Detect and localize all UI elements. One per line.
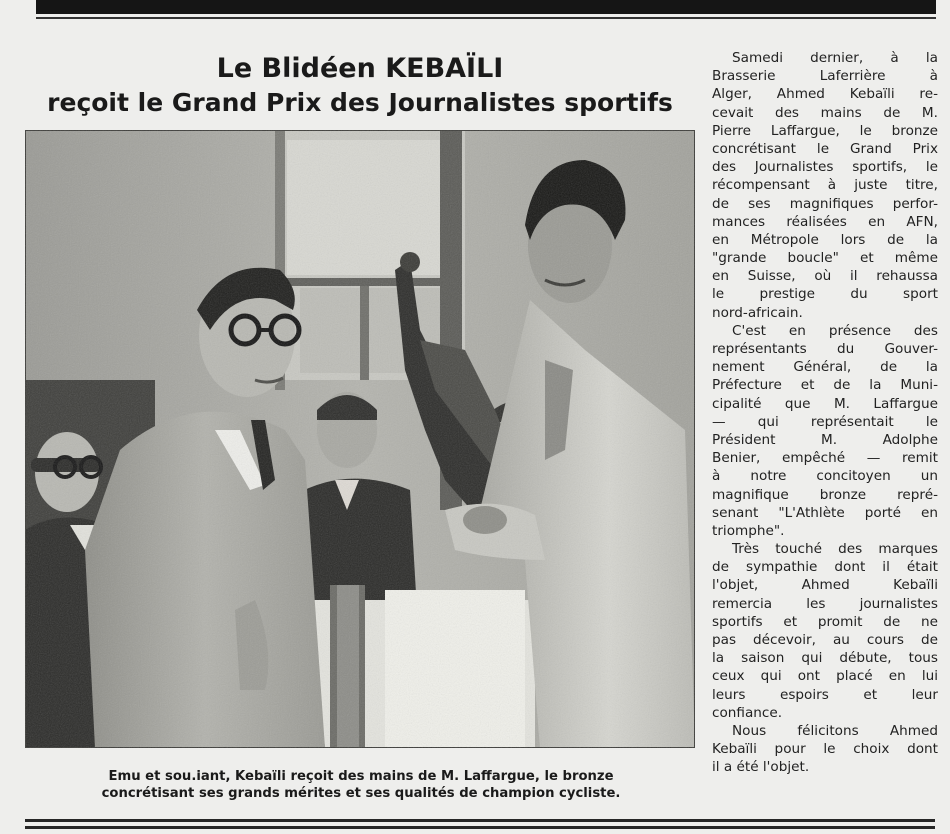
headline-line-2: reçoit le Grand Prix des Journalistes sportifs <box>47 88 673 117</box>
article-line: mances réalisées en AFN, <box>712 213 938 230</box>
article-line: Benier, empêché — remit <box>712 450 938 467</box>
article-line: des Journalistes sportifs, le <box>712 159 938 176</box>
article-line: ceux qui ont placé en lui <box>712 668 938 685</box>
article-line: à notre concitoyen un <box>712 468 938 485</box>
photo-illustration <box>25 130 695 748</box>
article-line: Pierre Laffargue, le bronze <box>712 122 938 139</box>
photo-caption <box>20 768 702 802</box>
article-line: nord-africain. <box>712 304 803 321</box>
article-line: Nous félicitons Ahmed <box>732 722 938 739</box>
article-line: nement Général, de la <box>712 359 938 376</box>
article-line: cevait des mains de M. <box>712 104 938 121</box>
article-line: la saison qui débute, tous <box>712 650 938 667</box>
article-column <box>712 49 938 777</box>
article-line: le prestige du sport <box>712 286 938 303</box>
article-line: pas décevoir, au cours de <box>712 632 938 648</box>
article-line: confiance. <box>712 704 783 721</box>
article-line: "grande boucle" et même <box>712 250 938 267</box>
article-line: en Suisse, où il rehaussa <box>712 268 938 285</box>
bottom-rule-2 <box>25 826 935 829</box>
article-line: Kebaïli pour le choix dont <box>712 741 938 758</box>
article-line: leurs espoirs et leur <box>712 686 938 703</box>
article-line: Alger, Ahmed Kebaïli re- <box>712 86 938 103</box>
caption-line-1: Emu et sou.iant, Kebaïli reçoit des mains de M. Laffargue, le bronze <box>108 769 614 784</box>
article-line: en Métropole lors de la <box>712 231 938 248</box>
article-line: sportifs et promit de ne <box>712 613 938 630</box>
article-line: — qui représentait le <box>712 413 938 430</box>
article-line: C'est en présence des <box>732 322 938 339</box>
article-line: il a été l'objet. <box>712 759 810 776</box>
article-line: de sympathie dont il était <box>712 559 938 576</box>
article-line: Préfecture et de la Muni- <box>712 377 938 394</box>
article-line: Samedi dernier, à la <box>732 50 938 66</box>
article-line: récompensant à juste titre, <box>712 177 938 194</box>
headline-line-1: Le Blidéen KEBAÏLI <box>216 53 504 84</box>
caption-line-2: concrétisant ses grands mérites et ses qualités de champion cycliste. <box>101 786 621 801</box>
top-rule-thin <box>36 17 936 19</box>
article-line: triomphe". <box>712 522 785 539</box>
article-line: de ses magnifiques perfor- <box>712 195 938 212</box>
bottom-rule <box>25 819 935 822</box>
top-rule <box>36 0 936 14</box>
headline <box>20 52 700 120</box>
news-photo <box>25 130 695 748</box>
article-line: Brasserie Laferrière à <box>712 68 938 85</box>
article-line: Président M. Adolphe <box>712 431 938 448</box>
article-line: Très touché des marques <box>732 541 938 558</box>
article-line: senant "L'Athlète porté en <box>712 504 938 521</box>
article-line: concrétisant le Grand Prix <box>712 140 938 157</box>
article-line: représentants du Gouver- <box>712 341 938 357</box>
article-line: magnifique bronze repré- <box>712 486 938 503</box>
article-line: remercia les journalistes <box>712 595 938 612</box>
article-line: cipalité que M. Laffargue <box>712 395 938 412</box>
article-line: l'objet, Ahmed Kebaïli <box>712 577 938 594</box>
